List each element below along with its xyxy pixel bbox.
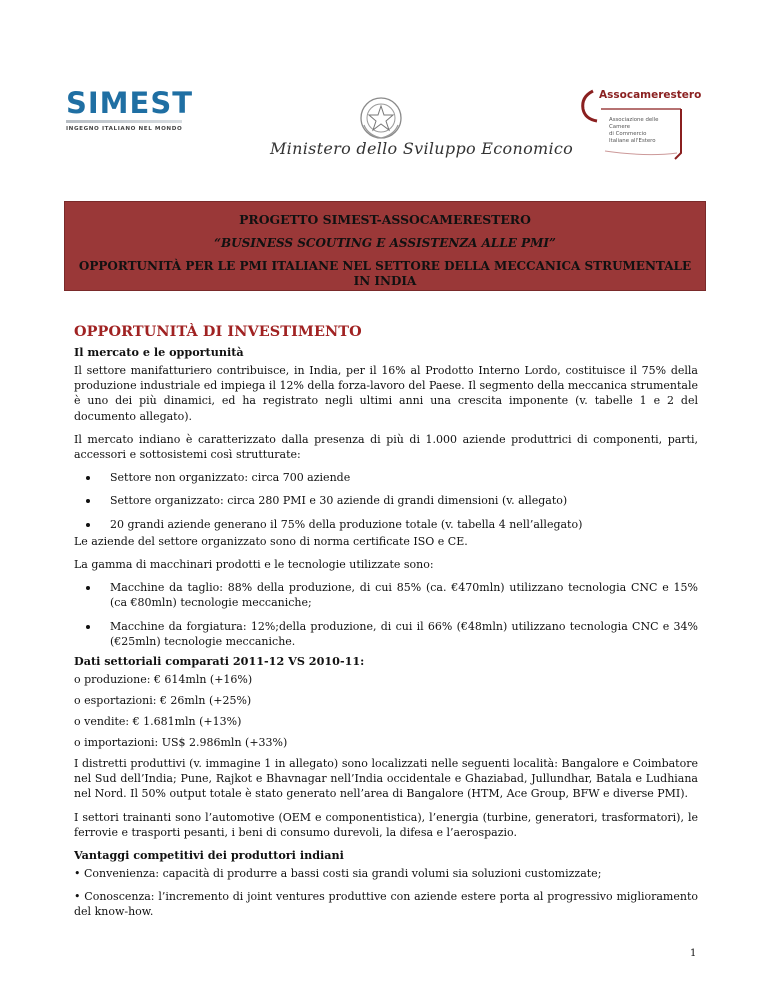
list-item (74, 517, 698, 532)
data-line: o esportazioni: € 26mln (+25%) (74, 694, 252, 708)
paragraph: I settori trainanti sono l’automotive (OEM e componentistica), l’energia (turbine, generatori, trasformatori), le ferrovie e trasporti pesanti, i beni di consumo durevoli, la difesa e l’aerospazio. (74, 810, 698, 839)
paragraph: La gamma di macchinari prodotti e le tecnologie utilizzate sono: (74, 558, 434, 572)
simest-logo (66, 86, 194, 132)
paragraph: • Convenienza: capacità di produrre a bassi costi sia grandi volumi sia soluzioni customizzate; (74, 867, 602, 881)
list-item-text: Macchine da taglio: 88% della produzione, di cui 85% (ca. €470mln) utilizzano tecnologia CNC e 15% (ca €80mln) tecnologie meccaniche; (110, 581, 698, 610)
banner-project-subtitle: “BUSINESS SCOUTING E ASSISTENZA ALLE PMI” (214, 236, 556, 250)
assoc-subtitle-line: di Commercio (609, 131, 647, 137)
subheading-advantages: Vantaggi competitivi dei produttori indiani (74, 848, 344, 863)
list-item-text: 20 grandi aziende generano il 75% della produzione totale (v. tabella 4 nell’allegato) (110, 517, 583, 531)
list-item-text: Settore non organizzato: circa 700 aziende (110, 471, 351, 485)
list-item (74, 580, 698, 610)
section-heading: OPPORTUNITÀ DI INVESTIMENTO (74, 323, 362, 340)
bullet-icon (86, 625, 90, 629)
data-line: o vendite: € 1.681mln (+13%) (74, 715, 242, 729)
subheading-sector-data: Dati settoriali comparati 2011-12 VS 2010-11: (74, 654, 365, 669)
ministero-signature: Ministero dello Sviluppo Economico (270, 139, 574, 158)
simest-tagline: INGEGNO ITALIANO NEL MONDO (66, 126, 183, 132)
document-body (74, 323, 698, 928)
bullet-icon (86, 586, 90, 590)
paragraph: • Conoscenza: l’incremento di joint ventures produttive con aziende estere porta al progressivo miglioramento del know-how. (74, 890, 698, 919)
assocamerestero-subtitle (609, 117, 679, 145)
bullet-list-machinery (74, 580, 698, 649)
bullet-icon (86, 523, 90, 527)
paragraph: Le aziende del settore organizzato sono di norma certificate ISO e CE. (74, 534, 468, 548)
page-number: 1 (690, 948, 697, 959)
paragraph: Il mercato indiano è caratterizzato dalla presenza di più di 1.000 aziende produttrici di componenti, parti, accessori e sottosistemi così strutturate: (74, 432, 698, 462)
paragraph: Il settore manifatturiero contribuisce, in India, per il 16% al Prodotto Interno Lordo, costituisce il 75% della produzione industriale ed impiega il 12% della forza-lavoro del Paese. Il segmento della meccanica strumentale è uno dei più dinamici, ed ha registrato negli ultimi anni una crescita imponente (v. tabelle 1 e 2 del documento allegato). (74, 364, 698, 423)
bullet-list-sectors (74, 470, 698, 532)
list-item (74, 619, 698, 649)
simest-wordmark: SIMEST (66, 86, 194, 120)
list-item-text: Macchine da forgiatura: 12%;della produzione, di cui il 66% (€48mln) utilizzano tecnologia CNC e 34% (€25mln) tecnologie meccaniche. (110, 619, 698, 648)
data-line: o importazioni: US$ 2.986mln (+33%) (74, 736, 288, 750)
assocamerestero-logo (577, 83, 702, 163)
italian-republic-emblem-icon (358, 95, 404, 141)
banner-topic-title: OPPORTUNITÀ PER LE PMI ITALIANE NEL SETTORE DELLA MECCANICA STRUMENTALE IN INDIA (78, 259, 692, 288)
list-item-text: Settore organizzato: circa 280 PMI e 30 aziende di grandi dimensioni (v. allegato) (110, 494, 568, 508)
assocamerestero-wordmark: Assocamerestero (599, 89, 702, 101)
subheading-market: Il mercato e le opportunità (74, 345, 244, 359)
simest-logo-bar (66, 120, 182, 123)
bullet-icon (86, 499, 90, 503)
data-line: o produzione: € 614mln (+16%) (74, 673, 253, 687)
assoc-subtitle-line: Italiane all'Estero (609, 138, 656, 144)
project-title-banner (64, 201, 706, 291)
list-item (74, 493, 698, 508)
bullet-icon (86, 476, 90, 480)
paragraph: I distretti produttivi (v. immagine 1 in allegato) sono localizzati nelle seguenti località: Bangalore e Coimbatore nel Sud dell’India; Pune, Rajkot e Bhavnagar nell’India occidentale e Ghaziabad, Jullundhar, Batala e Ludhiana nel Nord. Il 50% output totale è stato generato nell’area di Bangalore (HTM, Ace Group, BFW e diverse PMI). (74, 757, 698, 801)
banner-project-title: PROGETTO SIMEST-ASSOCAMERESTERO (239, 212, 531, 227)
list-item (74, 470, 698, 485)
assoc-subtitle-line: Associazione delle Camere (609, 117, 659, 130)
